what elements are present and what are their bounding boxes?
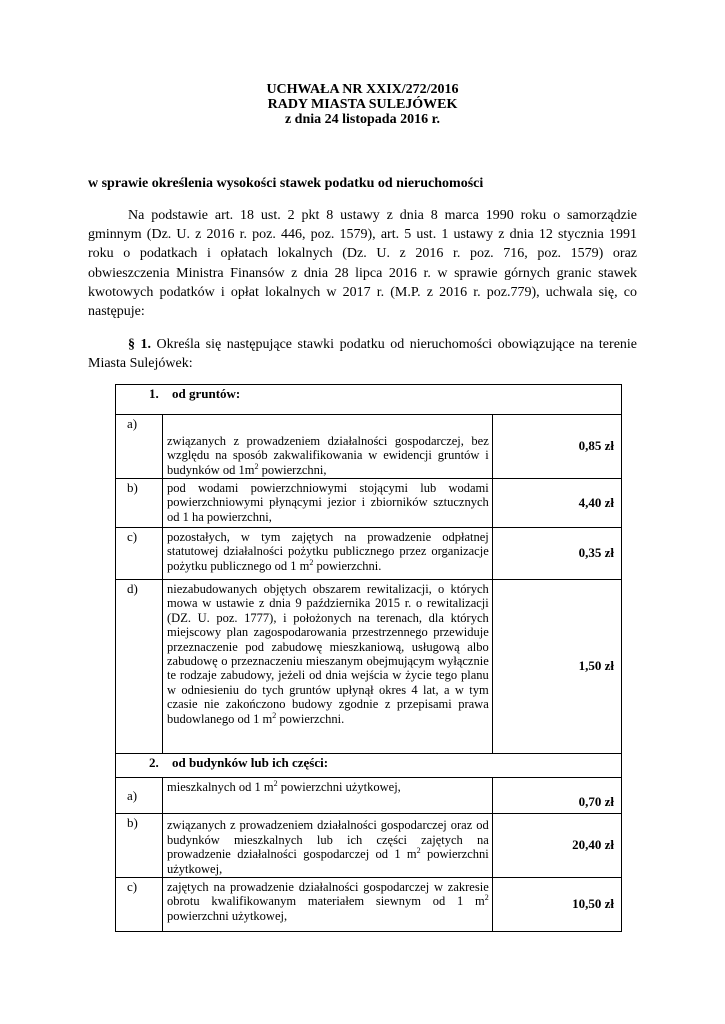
row-description: związanych z prowadzeniem działalności gospodarczej, bez względu na sposób zakwalifikowania w ewidencji gruntów i budynków od $1m^2$ powierzchni, — [163, 415, 493, 479]
table-row — [116, 814, 622, 878]
row-label: c) — [116, 878, 163, 932]
resolution-subject: w sprawie określenia wysokości stawek podatku od nieruchomości — [88, 176, 484, 191]
section-1-header — [116, 385, 622, 415]
row-description: pozostałych, w tym zajętych na prowadzenie odpłatnej statutowej działalności pożytku publicznego przez organizacje pożytku publicznego od 1 $m^2$ powierzchni. — [163, 528, 493, 580]
section-2-title: od budynków lub ich części: — [172, 755, 329, 770]
paragraph-1-text-1: Określa się następujące stawki podatku od nieruchomości obowiązujące na terenie — [151, 337, 638, 352]
table-row — [116, 415, 622, 479]
row-description: mieszkalnych od 1 $m^2$ powierzchni użytkowej, — [163, 778, 493, 814]
row-label: d) — [116, 580, 163, 754]
table-row — [116, 479, 622, 528]
row-description: pod wodami powierzchniowymi stojącymi lub wodami powierzchniowymi płynącymi jezior i zbiorników sztucznych od 1 ha powierzchni, — [163, 479, 493, 528]
section-1-number: 1. — [149, 386, 159, 401]
row-description: związanych z prowadzeniem działalności gospodarczej oraz od budynków mieszkalnych lub ich części zajętych na prowadzenie działalności gospodarczej od 1 $m^2$ powierzchni użytkowej, — [163, 814, 493, 878]
table-row — [116, 528, 622, 580]
paragraph-1-mark: § 1. — [128, 337, 152, 352]
section-1-title: od gruntów: — [172, 386, 241, 401]
row-amount: 0,35 zł — [492, 528, 621, 580]
tax-rates-table — [115, 384, 622, 932]
row-amount: 10,50 zł — [492, 878, 621, 932]
section-2-number: 2. — [149, 755, 159, 770]
council-name: RADY MIASTA SULEJÓWEK — [267, 97, 458, 112]
preamble — [88, 206, 637, 321]
preamble-line-6: następuje: — [88, 304, 145, 320]
paragraph-1 — [88, 335, 637, 373]
row-label: a) — [116, 778, 163, 814]
row-amount: 20,40 zł — [492, 814, 621, 878]
resolution-date: z dnia 24 listopada 2016 r. — [284, 112, 441, 127]
preamble-line-1: Na podstawie art. 18 ust. 2 pkt 8 ustawy z dnia 8 marca 1990 roku o samorządzie — [128, 208, 637, 223]
table-row — [116, 878, 622, 932]
preamble-line-5: kwotowych podatków i opłat lokalnych w 2017 r. (M.P. z 2016 r. poz.779), uchwala się, co — [88, 284, 637, 300]
section-2-header — [116, 754, 622, 778]
row-description: zajętych na prowadzenie działalności gospodarczej w zakresie obrotu kwalifikowanym materiałem siewnym od 1 $m^2$ powierzchni użytkowej, — [163, 878, 493, 932]
table-row — [116, 778, 622, 814]
row-label: a) — [116, 415, 163, 479]
row-label: b) — [116, 479, 163, 528]
row-description: niezabudowanych objętych obszarem rewitalizacji, o których mowa w ustawie z dnia 9 października 2015 r. o rewitalizacji (DZ. U. poz. 1777), i położonych na terenach, dla których miejscowy plan zagospodarowania przestrzennego przewiduje przeznaczenie pod zabudowę mieszkaniową, usługową albo zabudowę o przeznaczeniu mieszanym obejmującym wyłącznie te rodzaje zabudowy, jeżeli od dnia wejścia w życie tego planu w odniesieniu do tych gruntów upłynął okres 4 lat, a w tym czasie nie zakończono budowy zgodnie z przepisami prawa budowlanego od 1 $m^2$ powierzchni. — [163, 580, 493, 754]
row-amount: 1,50 zł — [492, 580, 621, 754]
row-amount: 0,70 zł — [492, 778, 621, 814]
resolution-number: UCHWAŁA NR XXIX/272/2016 — [266, 82, 459, 97]
row-label: b) — [116, 814, 163, 878]
row-label: c) — [116, 528, 163, 580]
preamble-line-4: obwieszczenia Ministra Finansów z dnia 28 lipca 2016 r. w sprawie górnych granic stawek — [88, 265, 637, 281]
row-amount: 0,85 zł — [492, 415, 621, 479]
preamble-line-2: gminnym (Dz. U. z 2016 r. poz. 446, poz. 1579), art. 5 ust. 1 ustawy z dnia 12 stycznia 1991 — [88, 227, 637, 243]
row-amount: 4,40 zł — [492, 479, 621, 528]
paragraph-1-text-2: Miasta Sulejówek: — [88, 356, 193, 372]
preamble-line-3: roku o podatkach i opłatach lokalnych (Dz. U. z 2016 r. poz. 716, poz. 1579) oraz — [88, 246, 637, 262]
table-row — [116, 580, 622, 754]
